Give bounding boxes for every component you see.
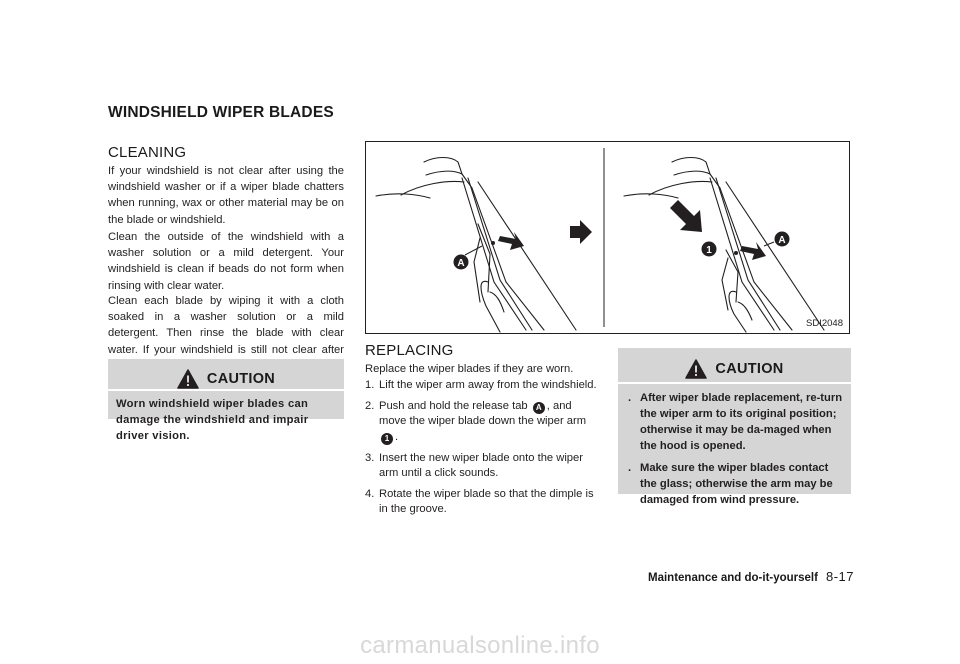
step-2 <box>365 399 600 445</box>
callout-ref-a: A <box>533 402 545 414</box>
label-a: A <box>457 258 465 269</box>
bullet: . <box>628 462 632 474</box>
callout-ref-1: 1 <box>381 433 393 445</box>
figure-code: SDI2048 <box>806 318 843 329</box>
callout-a <box>454 246 483 270</box>
step-text-post: . <box>395 430 399 443</box>
step-text-mid: , and move the wiper blade down the wiper arm <box>379 400 587 428</box>
cleaning-paragraph-2: Clean the outside of the windshield with a washer solution or a mild detergent. Your windshield is clean if beads do not form when rinsing with clear water. <box>108 231 344 292</box>
label-1: 1 <box>706 245 712 256</box>
replacing-intro: Replace the wiper blades if they are worn. <box>365 363 574 375</box>
footer-section: Maintenance and do-it-yourself <box>648 572 818 584</box>
caution-title: CAUTION <box>206 371 276 387</box>
cleaning-heading: CLEANING <box>108 144 187 161</box>
caution-rule-line <box>108 389 344 391</box>
step-1 <box>365 378 600 393</box>
caution-item <box>628 390 844 454</box>
caution-list-replacing <box>628 390 844 514</box>
caution-divider <box>618 382 851 384</box>
step-number: 2. <box>365 400 375 413</box>
caution-text-cleaning: Worn windshield wiper blades can damage the windshield and impair driver vision. <box>116 398 309 442</box>
label-a-right: A <box>778 235 786 246</box>
wiper-illustration <box>365 141 850 334</box>
step-3 <box>365 451 600 481</box>
section-title: WINDSHIELD WIPER BLADES <box>108 104 334 121</box>
watermark: carmanualsonline.info <box>360 632 600 659</box>
step-4 <box>365 487 600 517</box>
callout-a-right <box>764 232 790 247</box>
bullet: . <box>628 392 632 404</box>
callout-1 <box>702 242 717 257</box>
warning-icon <box>685 359 707 379</box>
step-text: Rotate the wiper blade so that the dimple is in the groove. <box>379 488 594 516</box>
warning-icon <box>177 369 199 389</box>
caution-item-text: Make sure the wiper blades contact the glass; otherwise the arm may be damaged from wind pressure. <box>640 462 833 506</box>
step-text: Insert the new wiper blade onto the wiper arm until a click sounds. <box>379 451 583 480</box>
cleaning-paragraph-3: Clean each blade by wiping it with a cloth soaked in a washer solution or a mild detergent. Then rinse the blade with clear water. If your windshield is still not clear after <box>108 295 344 356</box>
page-number: 8-17 <box>825 569 854 584</box>
caution-item-text: After wiper blade replacement, re-turn the wiper arm to its original position; otherwise it may be da-maged when the hood is opened. <box>640 392 843 452</box>
step-text-pre: Push and hold the release tab <box>379 400 528 413</box>
caution-item <box>628 460 844 508</box>
step-number: 1. <box>365 379 375 391</box>
page-footer <box>648 569 854 584</box>
replacing-heading: REPLACING <box>365 342 454 359</box>
caution-title: CAUTION <box>715 361 784 377</box>
cleaning-paragraph-1: If your windshield is not clear after using the windshield washer or if a wiper blade chatters when running, wax or other material may be on the blade or windshield. <box>108 165 344 226</box>
step-text: Lift the wiper arm away from the windshield. <box>379 379 597 391</box>
step-number: 4. <box>365 488 375 501</box>
replacing-steps <box>365 378 600 524</box>
step-number: 3. <box>365 451 375 464</box>
wiper-diagram <box>366 142 849 333</box>
